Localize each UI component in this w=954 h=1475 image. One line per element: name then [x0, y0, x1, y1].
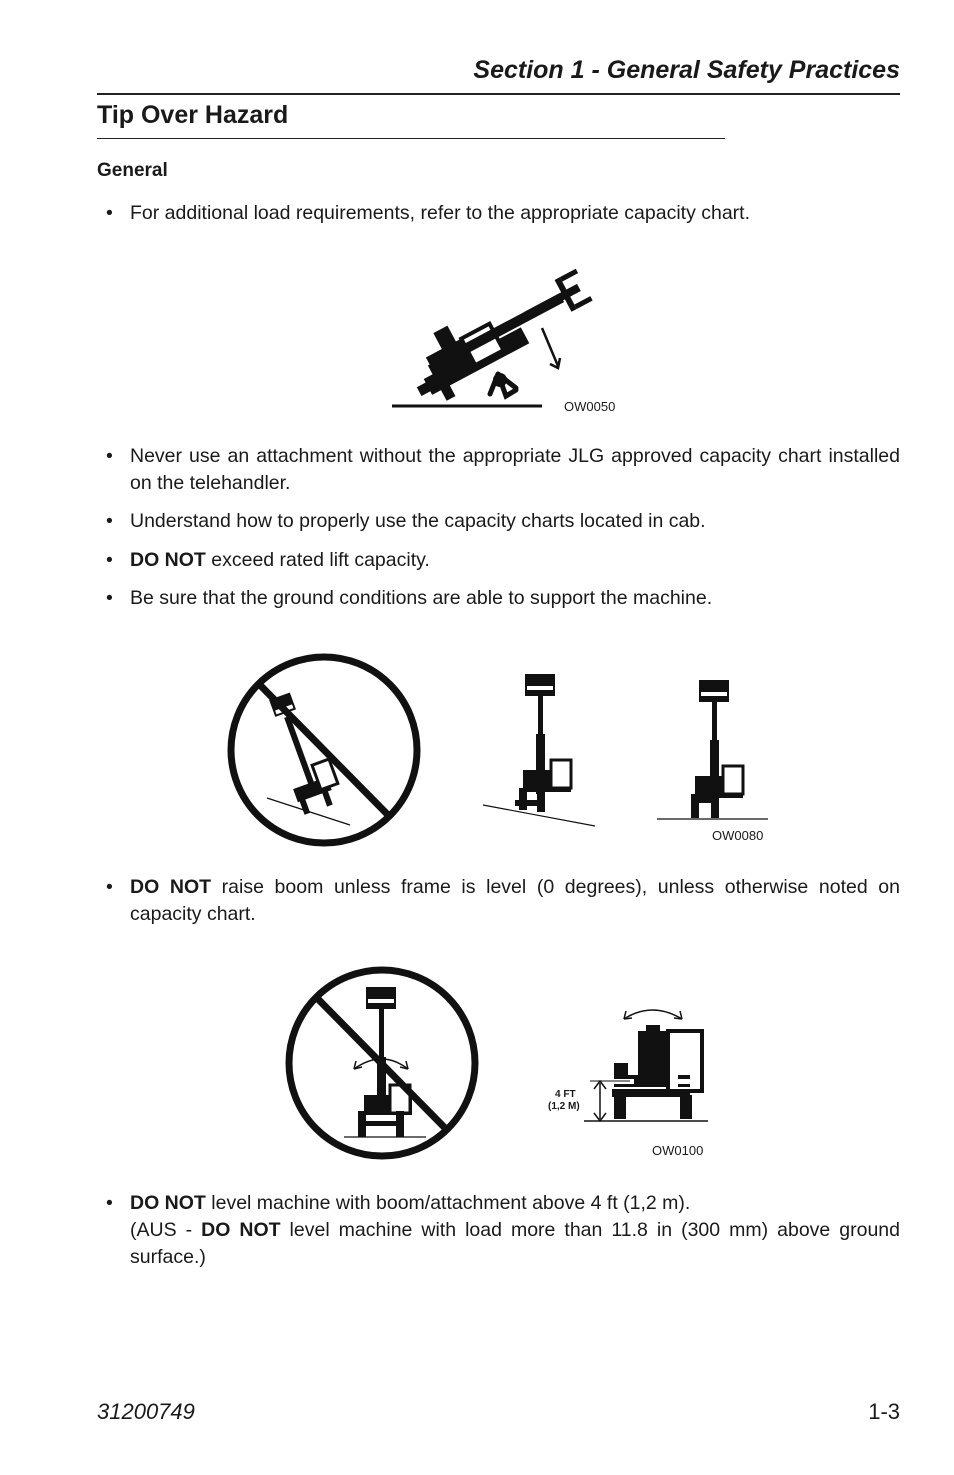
bullet-dot: • — [106, 549, 113, 571]
bullet-text-rest: level machine with boom/attachment above 4 ft (1,2 m). — [205, 1192, 691, 1214]
bullet-dot: • — [106, 1192, 113, 1214]
bullet-text-aus: (AUS - — [130, 1219, 202, 1241]
bullet-text-rest: exceed rated lift capacity. — [205, 549, 430, 571]
bullet-item — [106, 200, 900, 227]
bullet-emphasis: DO NOT — [130, 549, 206, 571]
bullet-dot: • — [106, 445, 113, 467]
bullet-item — [106, 585, 900, 612]
bullet-text-rest: raise boom unless frame is level (0 degrees), unless otherwise noted on capacity chart. — [130, 876, 900, 925]
figure-label-ow0050: OW0050 — [564, 399, 616, 414]
level-frame-illustration — [225, 650, 785, 850]
figure-label-ow0100: OW0100 — [652, 1143, 704, 1158]
bullet-dot: • — [106, 876, 113, 898]
bullet-item — [106, 508, 900, 535]
height-limit-machine — [584, 1010, 708, 1121]
figure-label-ow0080: OW0080 — [712, 828, 764, 843]
tip-over-illustration — [390, 262, 605, 422]
bullet-emphasis: DO NOT — [130, 1192, 206, 1214]
bullet-item — [106, 1190, 900, 1271]
level-ground-machine — [657, 680, 768, 819]
bullet-emphasis: DO NOT — [201, 1219, 281, 1241]
bullet-item — [106, 443, 900, 497]
bullet-text — [130, 1190, 900, 1271]
prohibited-slope-symbol — [231, 657, 417, 843]
leveling-height-illustration — [284, 965, 714, 1165]
height-label-ft: 4 FT — [555, 1089, 576, 1100]
page-number: 1-3 — [868, 1399, 900, 1424]
height-label-m: (1,2 M) — [548, 1101, 580, 1112]
header-rule — [97, 93, 900, 95]
bullet-dot: • — [106, 587, 113, 609]
bullet-item — [106, 547, 900, 574]
bullet-text — [130, 874, 900, 928]
bullet-item — [106, 874, 900, 928]
bullet-text — [130, 547, 900, 574]
bullet-dot: • — [106, 510, 113, 532]
document-number: 31200749 — [97, 1399, 195, 1424]
bullet-text-aus-rest: level machine with load more than 11.8 in (300 mm) above ground surface.) — [130, 1219, 900, 1268]
section-title: Section 1 - General Safety Practices — [473, 56, 900, 84]
bullet-text: Be sure that the ground conditions are able to support the machine. — [130, 587, 713, 609]
heading-rule — [97, 138, 725, 139]
subheading-general: General — [97, 160, 168, 181]
bullet-text: Understand how to properly use the capacity charts located in cab. — [130, 510, 706, 532]
bullet-dot: • — [106, 202, 113, 224]
prohibited-leveling-symbol — [289, 970, 475, 1156]
bullet-emphasis: DO NOT — [130, 876, 212, 898]
bullet-text: For additional load requirements, refer to the appropriate capacity chart. — [130, 202, 751, 224]
page-heading: Tip Over Hazard — [97, 101, 289, 129]
bullet-text: Never use an attachment without the appropriate JLG approved capacity chart installed on the telehandler. — [130, 445, 900, 494]
leveled-on-slope-machine — [483, 674, 595, 826]
